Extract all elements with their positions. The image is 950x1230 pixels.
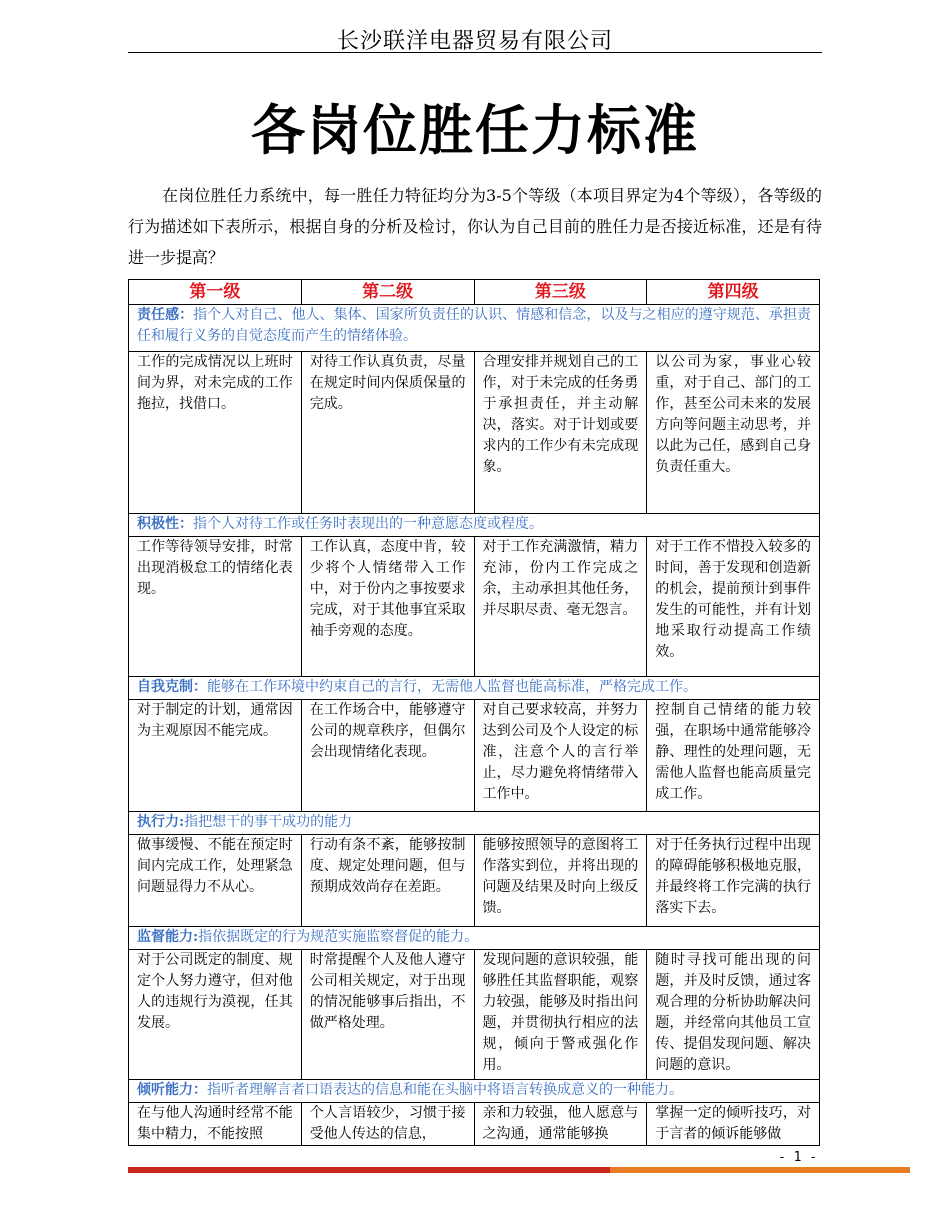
level-cell: 控制自己情绪的能力较强，在职场中通常能够冷静、理性的处理问题，无需他人监督也能高质量完成工作。 bbox=[647, 700, 820, 812]
level-cell: 能够按照领导的意图将工作落实到位，并将出现的问题及结果及时向上级反馈。 bbox=[474, 835, 647, 927]
table-row bbox=[129, 537, 820, 677]
level-cell: 工作的完成情况以上班时间为界，对未完成的工作拖拉，找借口。 bbox=[129, 352, 302, 514]
level-cell: 发现问题的意识较强，能够胜任其监督职能，观察力较强，能够及时指出问题，并贯彻执行相应的法规，倾向于警戒强化作用。 bbox=[474, 950, 647, 1080]
level-cell: 对自己要求较高，并努力达到公司及个人设定的标准，注意个人的言行举止，尽力避免将情绪带入工作中。 bbox=[474, 700, 647, 812]
level-header: 第一级 bbox=[129, 280, 302, 305]
category-cell bbox=[129, 1080, 820, 1103]
category-row bbox=[129, 812, 820, 835]
footer-bar-red bbox=[128, 1167, 610, 1173]
level-cell: 在工作场合中，能够遵守公司的规章秩序，但偶尔会出现情绪化表现。 bbox=[301, 700, 474, 812]
competency-table bbox=[128, 279, 820, 1146]
level-cell: 做事缓慢、不能在预定时间内完成工作，处理紧急问题显得力不从心。 bbox=[129, 835, 302, 927]
level-cell: 对于工作不惜投入较多的时间，善于发现和创造新的机会，提前预计到事件发生的可能性，并有计划地采取行动提高工作绩效。 bbox=[647, 537, 820, 677]
level-cell: 以公司为家，事业心较重，对于自己、部门的工作，甚至公司未来的发展方向等问题主动思考，并以此为己任，感到自己身负责任重大。 bbox=[647, 352, 820, 514]
level-header: 第三级 bbox=[474, 280, 647, 305]
footer-bar-orange bbox=[610, 1167, 910, 1173]
table-row bbox=[129, 700, 820, 812]
level-cell: 个人言语较少，习惯于接受他人传达的信息， bbox=[301, 1103, 474, 1146]
category-name: 责任感： bbox=[137, 307, 194, 323]
level-cell: 亲和力较强，他人愿意与之沟通，通常能够换 bbox=[474, 1103, 647, 1146]
category-cell bbox=[129, 812, 820, 835]
level-header-row bbox=[129, 280, 820, 305]
page-number: - 1 - bbox=[778, 1150, 818, 1165]
table-row bbox=[129, 950, 820, 1080]
level-cell: 对于工作充满激情，精力充沛，份内工作完成之余，主动承担其他任务，并尽职尽责、毫无怨言。 bbox=[474, 537, 647, 677]
level-cell: 时常提醒个人及他人遵守公司相关规定，对于出现的情况能够事后指出，不做严格处理。 bbox=[301, 950, 474, 1080]
level-cell: 对于公司既定的制度、规定个人努力遵守，但对他人的违规行为漠视，任其发展。 bbox=[129, 950, 302, 1080]
category-row bbox=[129, 514, 820, 537]
level-header: 第二级 bbox=[301, 280, 474, 305]
category-definition: 指把想干的事干成功的能力 bbox=[184, 814, 353, 830]
company-header: 长沙联洋电器贸易有限公司 bbox=[336, 29, 613, 54]
level-cell: 随时寻找可能出现的问题，并及时反馈，通过客观合理的分析协助解决问题，并经常向其他员工宣传、提倡发现问题、解决问题的意识。 bbox=[647, 950, 820, 1080]
category-name: 积极性： bbox=[137, 516, 193, 532]
category-row bbox=[129, 677, 820, 700]
table-row bbox=[129, 835, 820, 927]
category-cell bbox=[129, 927, 820, 950]
category-name: 监督能力: bbox=[137, 929, 199, 945]
category-name: 自我克制： bbox=[137, 679, 207, 695]
intro-paragraph: 在岗位胜任力系统中，每一胜任力特征均分为3-5个等级（本项目界定为4个等级），各等级的行为描述如下表所示，根据自身的分析及检讨，你认为自己目前的胜任力是否接近标准，还是有待进一步提高？ bbox=[128, 186, 822, 267]
category-row bbox=[129, 1080, 820, 1103]
category-name: 执行力: bbox=[137, 814, 185, 830]
category-cell bbox=[129, 305, 820, 352]
category-definition: 能够在工作环境中约束自己的言行，无需他人监督也能高标准，严格完成工作。 bbox=[207, 679, 697, 695]
category-definition: 指听者理解言者口语表达的信息和能在头脑中将语言转换成意义的一种能力。 bbox=[207, 1082, 683, 1098]
level-cell: 在与他人沟通时经常不能集中精力，不能按照 bbox=[129, 1103, 302, 1146]
table-row bbox=[129, 1103, 820, 1146]
category-name: 倾听能力： bbox=[137, 1082, 207, 1098]
table-row bbox=[129, 352, 820, 514]
level-cell: 工作等待领导安排，时常出现消极怠工的情绪化表现。 bbox=[129, 537, 302, 677]
level-cell: 行动有条不紊，能够按制度、规定处理问题，但与预期成效尚存在差距。 bbox=[301, 835, 474, 927]
level-cell: 对待工作认真负责，尽量在规定时间内保质保量的完成。 bbox=[301, 352, 474, 514]
category-definition: 指个人对自己、他人、集体、国家所负责任的认识、情感和信念，以及与之相应的遵守规范、承担责任和履行义务的自觉态度而产生的情绪体验。 bbox=[137, 307, 811, 344]
document-title: 各岗位胜任力标准 bbox=[251, 99, 699, 162]
level-cell: 工作认真，态度中肯，较少将个人情绪带入工作中，对于份内之事按要求完成，对于其他事宜采取袖手旁观的态度。 bbox=[301, 537, 474, 677]
level-header: 第四级 bbox=[647, 280, 820, 305]
level-cell: 对于任务执行过程中出现的障碍能够积极地克服，并最终将工作完满的执行落实下去。 bbox=[647, 835, 820, 927]
level-cell: 掌握一定的倾听技巧，对于言者的倾诉能够做 bbox=[647, 1103, 820, 1146]
category-cell bbox=[129, 677, 820, 700]
category-definition: 指依据既定的行为规范实施监察督促的能力。 bbox=[198, 929, 479, 945]
category-row bbox=[129, 927, 820, 950]
category-row bbox=[129, 305, 820, 352]
level-cell: 合理安排并规划自己的工作，对于未完成的任务勇于承担责任，并主动解决，落实。对于计划或要求内的工作少有未完成现象。 bbox=[474, 352, 647, 514]
category-cell bbox=[129, 514, 820, 537]
category-definition: 指个人对待工作或任务时表现出的一种意愿态度或程度。 bbox=[193, 516, 543, 532]
header-divider bbox=[128, 52, 822, 53]
level-cell: 对于制定的计划，通常因为主观原因不能完成。 bbox=[129, 700, 302, 812]
